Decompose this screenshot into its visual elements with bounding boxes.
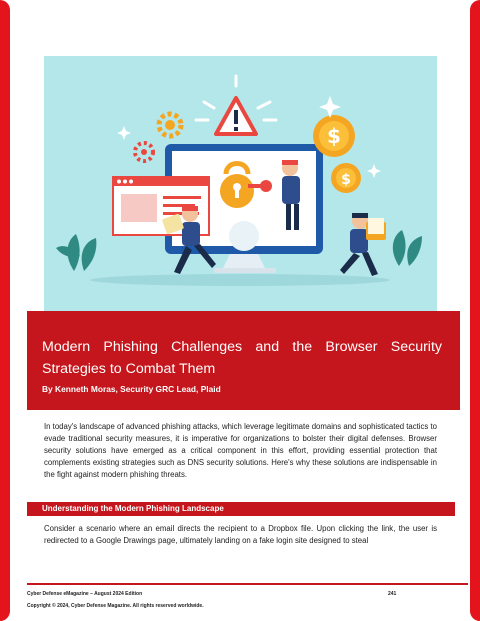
page-number: 241 (388, 591, 397, 597)
warning-icon (216, 98, 256, 134)
svg-text:$: $ (327, 124, 341, 148)
footer-divider (27, 583, 468, 585)
plant-left-icon (56, 234, 96, 271)
plant-right-icon (393, 230, 422, 266)
hacker-right-icon (340, 213, 386, 276)
intro-paragraph: In today's landscape of advanced phishing attacks, which leverage legitimate domains and sophisticated tactics to evade traditional security measures, it is imperative for organizations to bolster their digital defenses. Browser security solutions have emerged as a critical component in this effort, providing essential protection that complements existing strategies such as DNS security solutions. Here's why these solutions are indispensable in the fight against modern phishing threats. (44, 422, 437, 479)
section-heading: Understanding the Modern Phishing Landscape (27, 502, 455, 516)
title-banner (27, 311, 460, 410)
article-author: By Kenneth Moras, Security GRC Lead, Plaid (42, 384, 221, 394)
article-title: Modern Phishing Challenges and the Browser Security Strategies to Combat Them (42, 339, 442, 377)
section-paragraph: Consider a scenario where an email directs the recipient to a Dropbox file. Upon clicking the link, the user is redirected to a Google Drawings page, ultimately landing on a fake login site designed to steal (44, 524, 437, 545)
footer-copyright: Copyright © 2024, Cyber Defense Magazine. All rights reserved worldwide. (27, 603, 204, 609)
page-edge-left (0, 0, 10, 621)
hero-illustration (44, 56, 437, 318)
page-edge-right (470, 0, 480, 621)
footer-edition: Cyber Defense eMagazine – August 2024 Edition (27, 591, 143, 597)
svg-text:$: $ (341, 172, 351, 188)
